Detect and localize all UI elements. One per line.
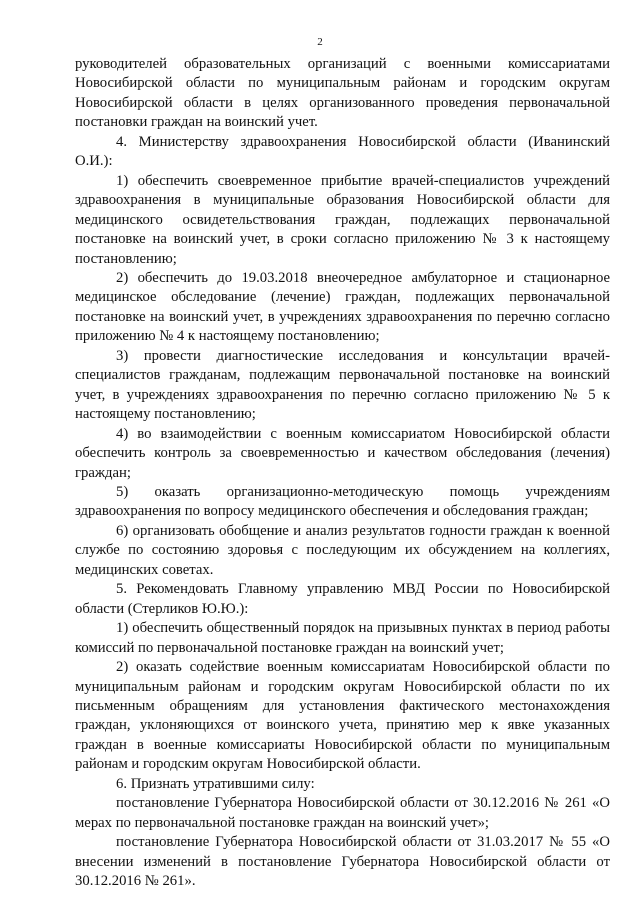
paragraph-item-4-5: 5) оказать организационно-методическую помощь учреждениям здравоохранения по вопросу медицинского обеспечения и обследования граждан;	[75, 483, 610, 520]
paragraph-item-4-1: 1) обеспечить своевременное прибытие врачей-специалистов учреждений здравоохранения в муниципальные образования Новосибирской области для медицинского освидетельствования граждан, подлежащих первоначальной постановке на воинский учет, в сроки согласно приложению № 3 к настоящему постановлению;	[75, 172, 610, 267]
paragraph-item-4-ministry-health: 4. Министерству здравоохранения Новосибирской области (Иванинский О.И.):	[75, 133, 610, 170]
paragraph-repeal-decree-55: постановление Губернатора Новосибирской области от 31.03.2017 № 55 «О внесении изменений в постановление Губернатора Новосибирской области от 30.12.2016 № 261».	[75, 834, 610, 890]
paragraph-item-5-2: 2) оказать содействие военным комиссариатам Новосибирской области по муниципальным районам и городским округам Новосибирской области по их письменным обращениям для установления фактического местонахождения граждан, уклоняющихся от воинского учета, принятию мер к явке указанных граждан в военные комиссариаты Новосибирской области по муниципальным районам и городским округам Новосибирской области.	[75, 659, 610, 773]
paragraph-item-5-1: 1) обеспечить общественный порядок на призывных пунктах в период работы комиссий по первоначальной постановке граждан на воинский учет;	[75, 620, 610, 656]
paragraph-item-4-3: 3) провести диагностические исследования и консультации врачей-специалистов гражданам, подлежащим первоначальной постановке на воинский учет, в учреждениях здравоохранения по перечню согласно приложению № 5 к настоящему постановлению;	[75, 347, 610, 423]
paragraph-item-4-2: 2) обеспечить до 19.03.2018 внеочередное амбулаторное и стационарное медицинское обследование (лечение) граждан, подлежащих первоначальной постановке на воинский учет, в учреждениях здравоохранения по перечню согласно приложению № 4 к настоящему постановлению;	[75, 269, 610, 345]
paragraph-item-6-repeal: 6. Признать утратившими силу:	[116, 775, 315, 792]
paragraph-intro-continuation: руководителей образовательных организаций с военными комиссариатами Новосибирской области по муниципальным районам и городским округам Новосибирской области в целях организованного проведения первоначальной постановки граждан на воинский учет.	[75, 56, 610, 131]
document-body	[75, 55, 610, 891]
paragraph-item-4-6: 6) организовать обобщение и анализ результатов годности граждан к военной службе по состоянию здоровья с последующим их обсуждением на коллегиях, медицинских советах.	[75, 522, 610, 578]
page-number: 2	[317, 36, 323, 48]
paragraph-item-5-mvd: 5. Рекомендовать Главному управлению МВД России по Новосибирской области (Стерликов Ю.Ю.):	[75, 581, 610, 617]
paragraph-repeal-decree-261: постановление Губернатора Новосибирской области от 30.12.2016 № 261 «О мерах по первоначальной постановке граждан на воинский учет»;	[75, 795, 610, 831]
paragraph-item-4-4: 4) во взаимодействии с военным комиссариатом Новосибирской области обеспечить контроль за своевременностью и качеством обследования (лечения) граждан;	[75, 425, 610, 481]
